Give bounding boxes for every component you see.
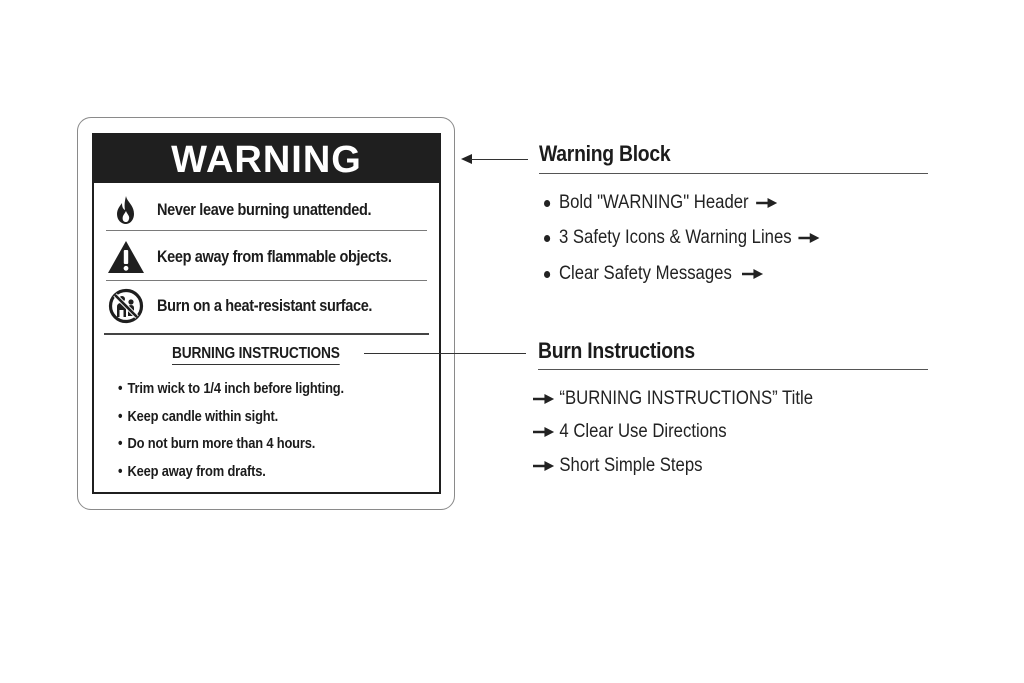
arrow-right-icon bbox=[533, 427, 554, 437]
arrow-right-icon bbox=[756, 198, 777, 208]
warning-label bbox=[92, 133, 441, 494]
annotation-item: Short Simple Steps bbox=[533, 455, 703, 477]
warning-block-rule bbox=[539, 173, 928, 174]
burning-instructions-title: BURNING INSTRUCTIONS bbox=[172, 345, 340, 365]
warning-text: Burn on a heat-resistant surface. bbox=[157, 296, 373, 315]
bullet-dot bbox=[544, 235, 550, 242]
warning-text: Keep away from flammable objects. bbox=[157, 247, 392, 266]
arrow-right-icon bbox=[533, 461, 554, 471]
annotation-item: 4 Clear Use Directions bbox=[533, 421, 727, 443]
flame-icon bbox=[106, 190, 146, 230]
burn-connector-line bbox=[364, 353, 526, 354]
no-person-prohibited-icon bbox=[106, 286, 146, 326]
list-item: • Trim wick to 1/4 inch before lighting. bbox=[118, 375, 344, 403]
bullet-dot bbox=[544, 271, 550, 278]
arrow-right-icon bbox=[799, 233, 820, 243]
divider bbox=[106, 280, 427, 281]
warning-text: Never leave burning unattended. bbox=[157, 200, 372, 219]
section-divider bbox=[104, 333, 429, 335]
bullet-dot bbox=[544, 200, 550, 207]
arrow-right-icon bbox=[742, 269, 763, 279]
burn-instructions-title: Burn Instructions bbox=[538, 338, 695, 363]
burning-instructions-list bbox=[118, 375, 381, 485]
annotation-item: 3 Safety Icons & Warning Lines bbox=[544, 227, 820, 249]
divider bbox=[106, 230, 427, 231]
burn-instructions-rule bbox=[538, 369, 928, 370]
arrow-right-icon bbox=[533, 394, 554, 404]
exclamation-triangle-icon bbox=[106, 237, 146, 277]
list-item: • Do not burn more than 4 hours. bbox=[118, 430, 344, 458]
warning-row bbox=[106, 282, 427, 330]
list-item: • Keep candle within sight. bbox=[118, 403, 344, 431]
annotation-item: “BURNING INSTRUCTIONS” Title bbox=[533, 388, 813, 410]
warning-connector-line bbox=[470, 159, 528, 160]
warning-row bbox=[106, 233, 427, 281]
annotation-item: Clear Safety Messages bbox=[544, 263, 763, 285]
annotation-item: Bold "WARNING" Header bbox=[544, 192, 777, 214]
warning-block-title: Warning Block bbox=[539, 141, 671, 166]
list-item: • Keep away from drafts. bbox=[118, 458, 344, 486]
warning-header: WARNING bbox=[94, 135, 439, 183]
warning-row bbox=[106, 186, 427, 234]
